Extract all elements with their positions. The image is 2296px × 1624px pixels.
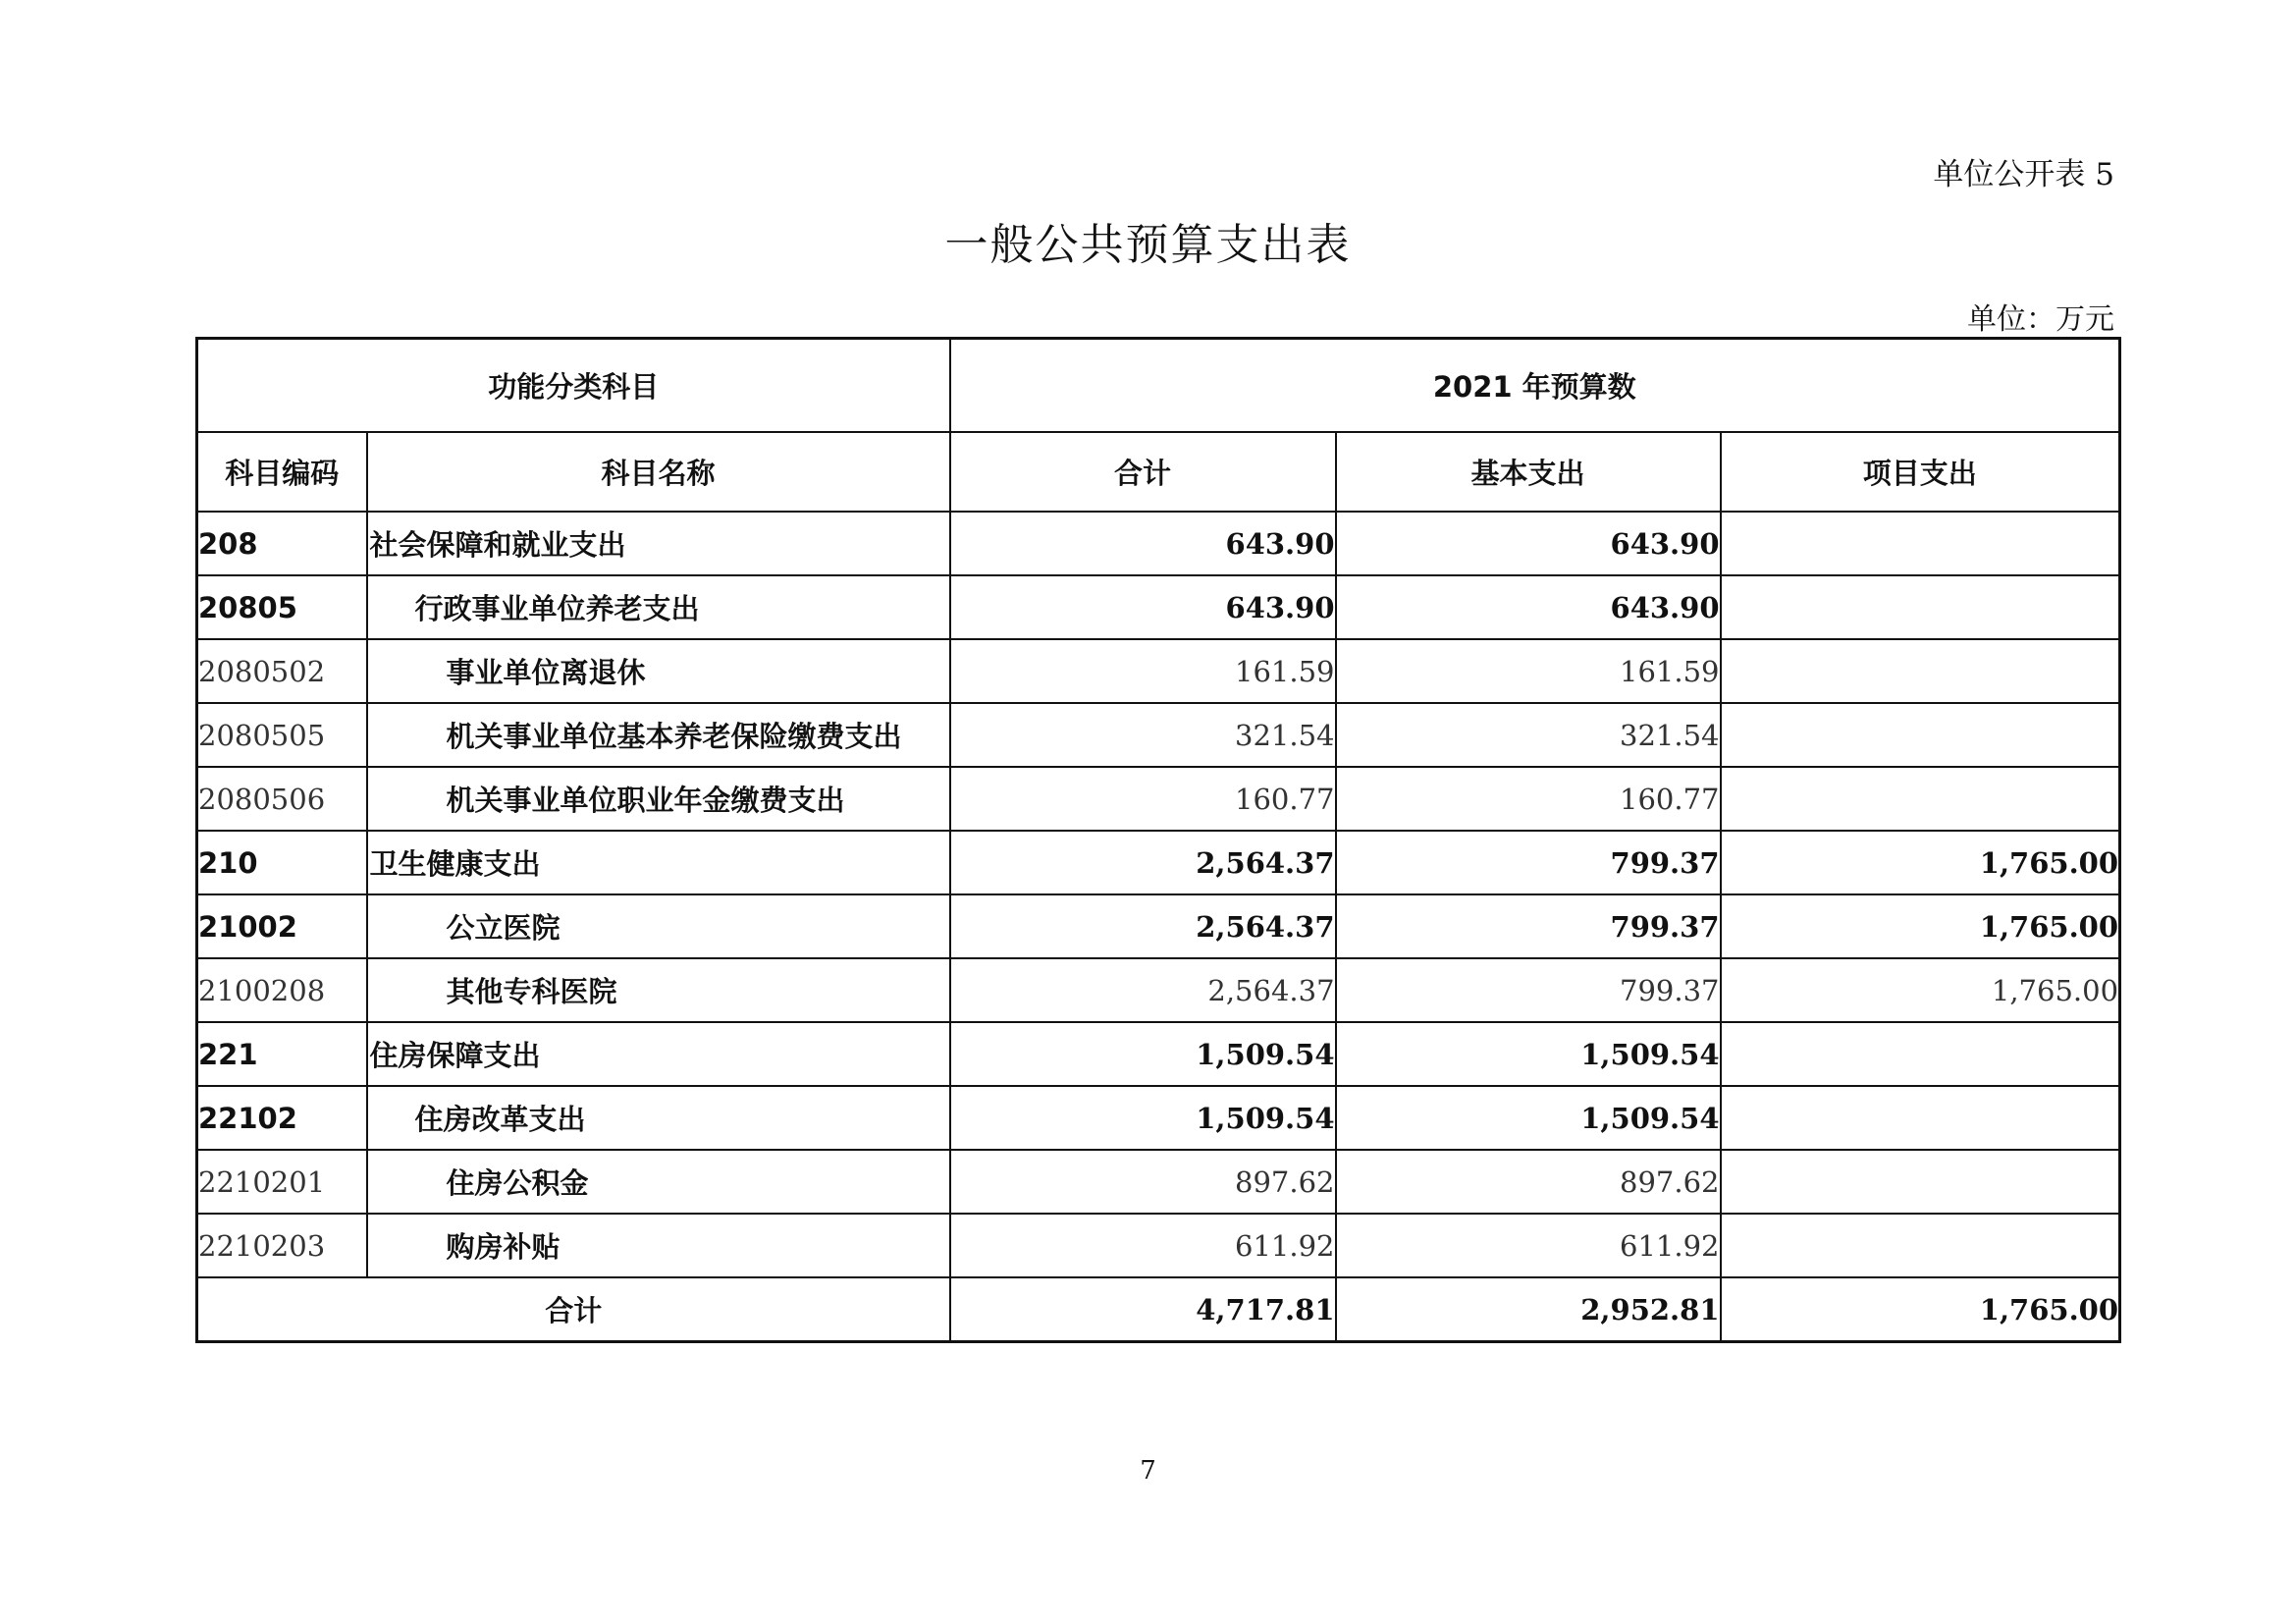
project-value: 1,765.00 <box>1721 831 2120 894</box>
table-row <box>197 1214 2120 1277</box>
subject-name: 住房保障支出 <box>367 1022 950 1086</box>
unit-label: 单位：万元 <box>1967 302 2114 337</box>
subject-name: 公立医院 <box>367 894 950 958</box>
table-row <box>197 958 2120 1022</box>
project-value <box>1721 703 2120 767</box>
header-project-expenditure: 项目支出 <box>1721 432 2120 512</box>
subject-code: 2080506 <box>197 767 367 831</box>
page-number: 7 <box>1140 1456 1156 1486</box>
project-value: 1,765.00 <box>1721 894 2120 958</box>
basic-value: 799.37 <box>1336 831 1721 894</box>
subject-code: 2100208 <box>197 958 367 1022</box>
subject-code: 21002 <box>197 894 367 958</box>
subject-code: 22102 <box>197 1086 367 1150</box>
subject-code: 208 <box>197 512 367 575</box>
page-title: 一般公共预算支出表 <box>944 220 1352 270</box>
table-row <box>197 1150 2120 1214</box>
table-row <box>197 1022 2120 1086</box>
grand-project-value: 1,765.00 <box>1721 1277 2120 1342</box>
total-value: 643.90 <box>950 575 1336 639</box>
subject-name: 事业单位离退休 <box>367 639 950 703</box>
total-value: 161.59 <box>950 639 1336 703</box>
basic-value: 1,509.54 <box>1336 1086 1721 1150</box>
subject-code: 210 <box>197 831 367 894</box>
header-functional-classification: 功能分类科目 <box>197 339 950 433</box>
subject-code: 2080502 <box>197 639 367 703</box>
total-value: 1,509.54 <box>950 1022 1336 1086</box>
header-basic-expenditure: 基本支出 <box>1336 432 1721 512</box>
basic-value: 897.62 <box>1336 1150 1721 1214</box>
table-row <box>197 894 2120 958</box>
table-row <box>197 1086 2120 1150</box>
project-value <box>1721 767 2120 831</box>
total-value: 321.54 <box>950 703 1336 767</box>
total-value: 2,564.37 <box>950 831 1336 894</box>
grand-total-value: 4,717.81 <box>950 1277 1336 1342</box>
project-value <box>1721 512 2120 575</box>
basic-value: 160.77 <box>1336 767 1721 831</box>
subject-name: 购房补贴 <box>367 1214 950 1277</box>
project-value <box>1721 639 2120 703</box>
basic-value: 161.59 <box>1336 639 1721 703</box>
basic-value: 1,509.54 <box>1336 1022 1721 1086</box>
table-row <box>197 767 2120 831</box>
grand-basic-value: 2,952.81 <box>1336 1277 1721 1342</box>
total-value: 897.62 <box>950 1150 1336 1214</box>
total-row <box>197 1277 2120 1342</box>
table-row <box>197 831 2120 894</box>
project-value <box>1721 1086 2120 1150</box>
total-value: 160.77 <box>950 767 1336 831</box>
subject-name: 机关事业单位职业年金缴费支出 <box>367 767 950 831</box>
basic-value: 799.37 <box>1336 958 1721 1022</box>
basic-value: 799.37 <box>1336 894 1721 958</box>
subject-code: 2210201 <box>197 1150 367 1214</box>
project-value <box>1721 1022 2120 1086</box>
subject-name: 其他专科医院 <box>367 958 950 1022</box>
form-number: 单位公开表 5 <box>1933 157 2114 192</box>
subject-code: 2080505 <box>197 703 367 767</box>
header-total: 合计 <box>950 432 1336 512</box>
basic-value: 321.54 <box>1336 703 1721 767</box>
subject-name: 行政事业单位养老支出 <box>367 575 950 639</box>
total-value: 611.92 <box>950 1214 1336 1277</box>
project-value <box>1721 1150 2120 1214</box>
project-value <box>1721 575 2120 639</box>
table-row <box>197 512 2120 575</box>
total-label: 合计 <box>197 1277 950 1342</box>
project-value <box>1721 1214 2120 1277</box>
total-value: 1,509.54 <box>950 1086 1336 1150</box>
subject-name: 机关事业单位基本养老保险缴费支出 <box>367 703 950 767</box>
basic-value: 643.90 <box>1336 512 1721 575</box>
header-budget-2021: 2021 年预算数 <box>950 339 2120 433</box>
subject-code: 20805 <box>197 575 367 639</box>
total-value: 2,564.37 <box>950 894 1336 958</box>
subject-name: 住房公积金 <box>367 1150 950 1214</box>
total-value: 643.90 <box>950 512 1336 575</box>
total-value: 2,564.37 <box>950 958 1336 1022</box>
header-subject-code: 科目编码 <box>197 432 367 512</box>
header-subject-name: 科目名称 <box>367 432 950 512</box>
subject-name: 卫生健康支出 <box>367 831 950 894</box>
table-row <box>197 639 2120 703</box>
basic-value: 611.92 <box>1336 1214 1721 1277</box>
basic-value: 643.90 <box>1336 575 1721 639</box>
project-value: 1,765.00 <box>1721 958 2120 1022</box>
subject-name: 住房改革支出 <box>367 1086 950 1150</box>
subject-code: 221 <box>197 1022 367 1086</box>
budget-table <box>195 337 2121 1343</box>
subject-name: 社会保障和就业支出 <box>367 512 950 575</box>
subject-code: 2210203 <box>197 1214 367 1277</box>
table-row <box>197 575 2120 639</box>
table-row <box>197 703 2120 767</box>
